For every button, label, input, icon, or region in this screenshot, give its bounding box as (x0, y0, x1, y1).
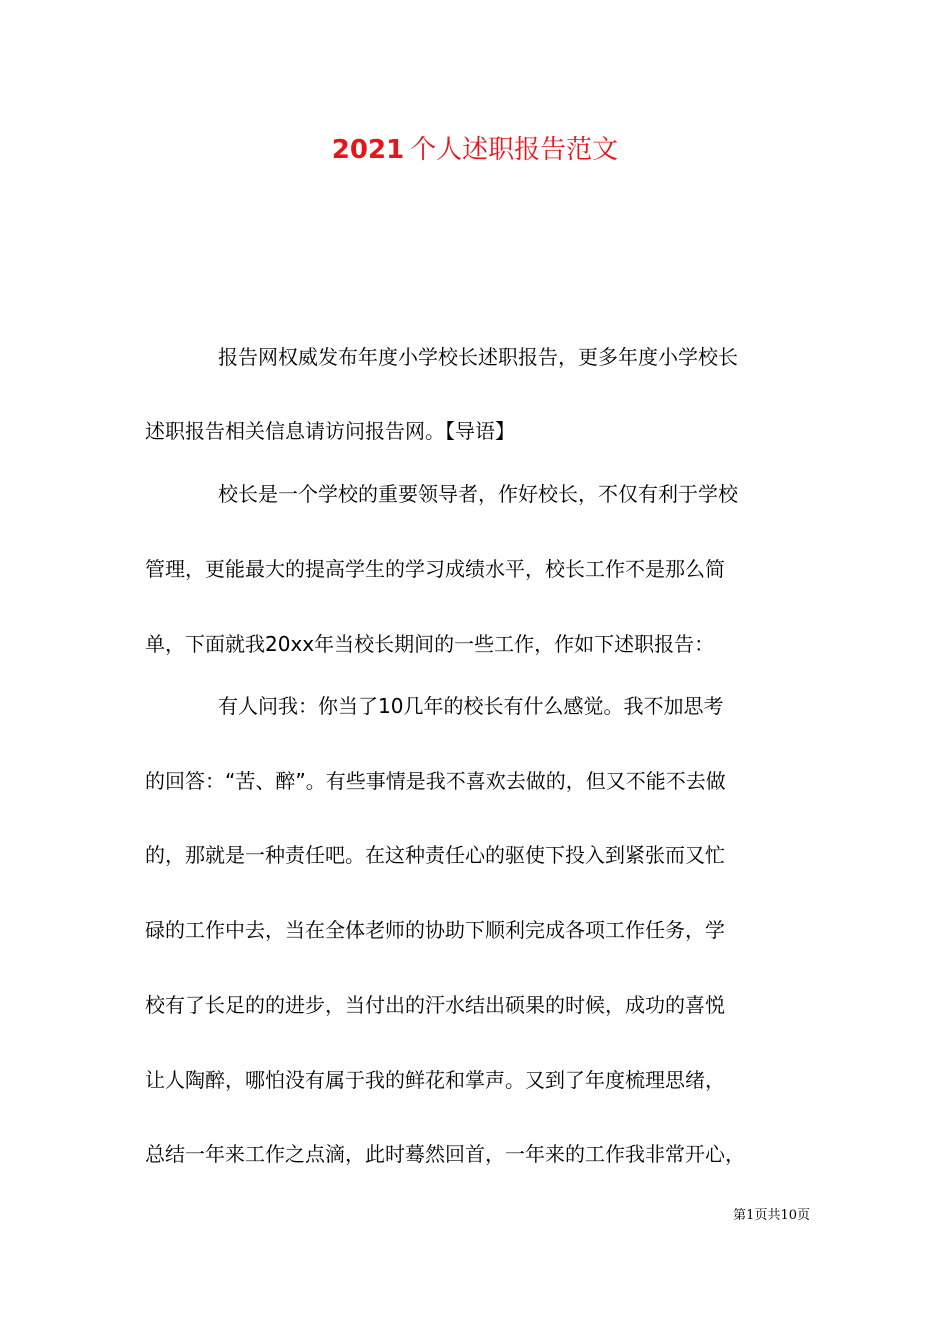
body-line-12: 总结一年来工作之点滴，此时蓦然回首，一年来的工作我非常开心， (145, 1142, 745, 1166)
body-line-7: 的回答：“苦、醉”。有些事情是我不喜欢去做的，但又不能不去做 (145, 769, 726, 793)
body-line-9: 碌的工作中去，当在全体老师的协助下顺利完成各项工作任务，学 (145, 918, 725, 942)
title-year: 2021 (331, 135, 405, 165)
page-title (0, 128, 950, 172)
body-line-8: 的，那就是一种责任吧。在这种责任心的驱使下投入到紧张而又忙 (145, 843, 725, 867)
body-line-4: 管理，更能最大的提高学生的学习成绩水平，校长工作不是那么简 (145, 557, 725, 581)
body-line-11: 让人陶醉，哪怕没有属于我的鲜花和掌声。又到了年度梳理思绪， (145, 1068, 725, 1092)
body-line-3: 校长是一个学校的重要领导者，作好校长，不仅有利于学校 (218, 482, 738, 506)
body-line-1: 报告网权威发布年度小学校长述职报告，更多年度小学校长 (218, 345, 738, 369)
body-line-2: 述职报告相关信息请访问报告网。【导语】 (145, 419, 515, 443)
body-line-5: 单，下面就我20xx年当校长期间的一些工作，作如下述职报告： (145, 632, 715, 656)
title-text: 个人述职报告范文 (410, 135, 619, 165)
page-footer: 第1页共10页 (733, 1208, 810, 1223)
body-line-6: 有人问我：你当了10几年的校长有什么感觉。我不加思考 (218, 694, 724, 718)
body-line-10: 校有了长足的的进步，当付出的汗水结出硕果的时候，成功的喜悦 (145, 993, 725, 1017)
